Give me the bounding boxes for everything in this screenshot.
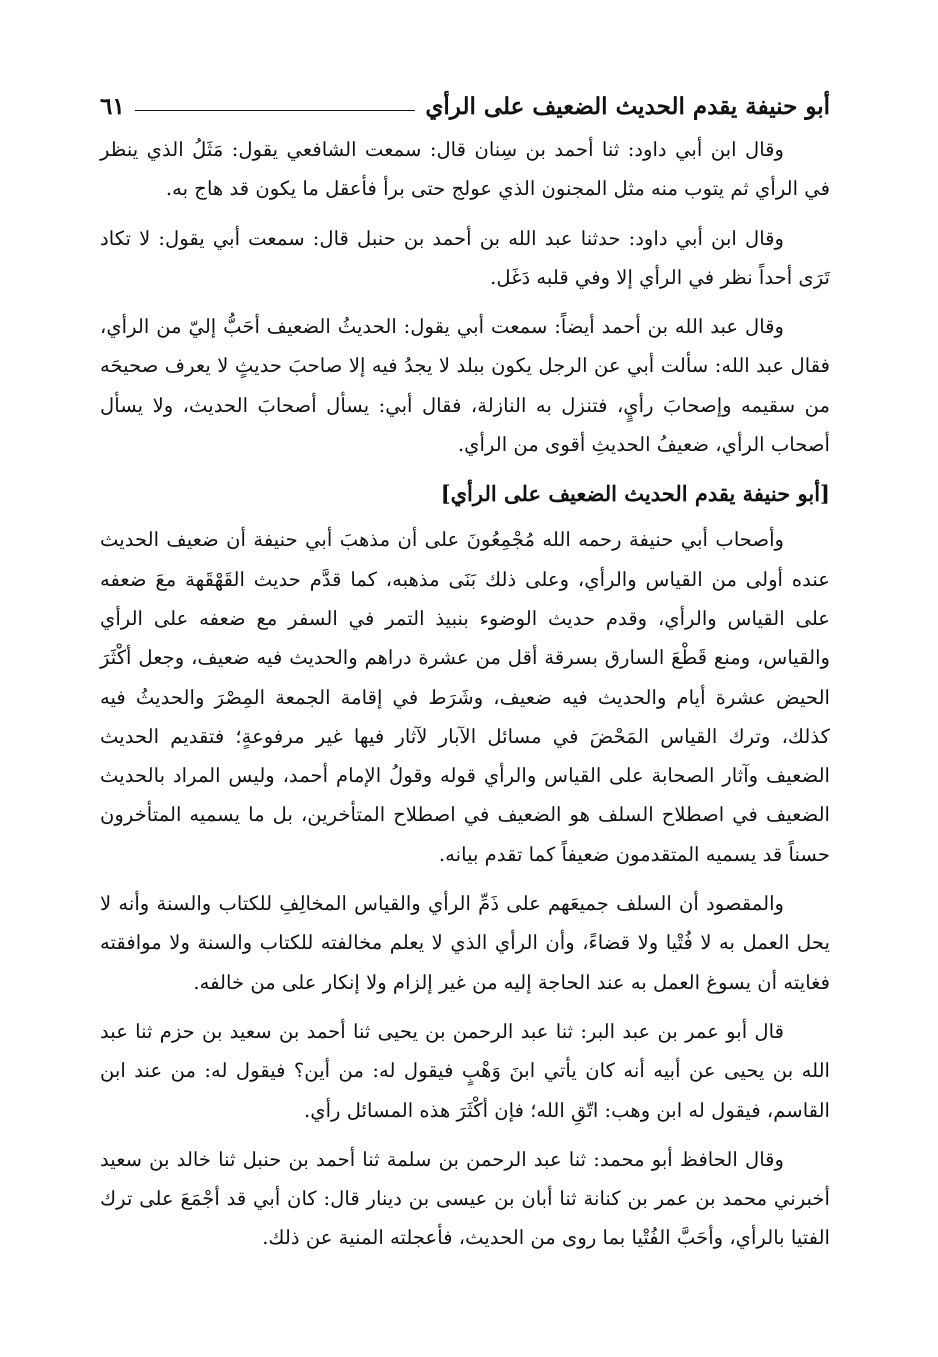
paragraph: قال أبو عمر بن عبد البر: ثنا عبد الرحمن بن يحيى ثنا أحمد بن سعيد بن حزم ثنا عبد الله بن يحيى عن أبيه أنه كان يأتي ابنَ وَهْبٍ فيقول له: من أين؟ فيقول له: من عند ابن القاسم، فيقول له ابن وهب: اتّقِ الله؛ فإن أكْثَرَ هذه المسائل رأي. bbox=[100, 1019, 830, 1122]
page-number: ٦١ bbox=[100, 92, 125, 120]
section-heading: [أبو حنيفة يقدم الحديث الضعيف على الرأي] bbox=[440, 481, 830, 507]
paragraph: وقال عبد الله بن أحمد أيضاً: سمعت أبي يقول: الحديثُ الضعيف أحَبُّ إليّ من الرأي، فقال عبد الله: سألت أبي عن الرجل يكون ببلد لا يجدُ فيه إلا صاحبَ حديثٍ لا يعرف صحيحَه من سقيمه وإصحابَ رأيٍ، فتنزل به النازلة، فقال أبي: يسأل أصحابَ الحديث، ولا يسأل أصحاب الرأي، ضعيفُ الحديثِ أقوى من الرأي. bbox=[100, 315, 830, 457]
paragraph: وأصحاب أبي حنيفة رحمه الله مُجْمِعُونَ على أن مذهبَ أبي حنيفة أن ضعيف الحديث عنده أولى من القياس والرأي، وعلى ذلك بَنَى مذهبه، كما قدَّم حديث القَهْقَهة معَ ضعفه على القياس والرأي، وقدم حديث الوضوء بنبيذ التمر في السفر مع ضعفه على الرأي والقياس، ومنع قَطْعَ السارق بسرقة أقل من عشرة دراهم والحديث فيه ضعيف، وجعل أكْثَرَ الحيض عشرة أيام والحديث فيه ضعيف، وشَرَط في إقامة الجمعة المِصْرَ والحديثُ فيه كذلك، وترك القياس المَحْضَ في مسائل الآبار لآثار فيها غير مرفوعةٍ؛ فتقديم الحديث الضعيف وآثار الصحابة على القياس والرأي قوله وقولُ الإمام أحمد، وليس المراد بالحديث الضعيف في اصطلاح السلف هو الضعيف في اصطلاح المتأخرين، بل ما يسميه المتأخرون حسناً قد يسميه المتقدمون ضعيفاً كما تقدم بيانه. bbox=[100, 528, 830, 866]
paragraph: والمقصود أن السلف جميعَهم على ذَمِّ الرأي والقياس المخالِفِ للكتاب والسنة وأنه لا يحل العمل به لا فُتْيا ولا قضاءً، وأن الرأي الذي لا يعلم مخالفته للكتاب والسنة ولا موافقته فغايته أن يسوغ العمل به عند الحاجة إليه من غير إلزام ولا إنكار على من خالفه. bbox=[100, 892, 830, 994]
paragraph: وقال الحافظ أبو محمد: ثنا عبد الرحمن بن سلمة ثنا أحمد بن حنبل ثنا خالد بن سعيد أخبرني محمد بن عمر بن كنانة ثنا أبان بن عيسى بن دينار قال: كان أبي قد أجْمَعَ على ترك الفتيا بالرأي، وأحَبَّ الفُتْيا بما روى من الحديث، فأعجلته المنية عن ذلك. bbox=[100, 1147, 830, 1250]
paragraph: وقال ابن أبي داود: ثنا أحمد بن سِنان قال: سمعت الشافعي يقول: مَثَلُ الذي ينظر في الرأي ثم يتوب منه مثل المجنون الذي عولج حتى برأ فأعقل ما يكون قد هاج به. bbox=[100, 138, 830, 201]
running-header bbox=[100, 88, 830, 124]
header-rule bbox=[135, 110, 416, 111]
page-body bbox=[100, 130, 830, 1258]
paragraph: وقال ابن أبي داود: حدثنا عبد الله بن أحمد بن حنبل قال: سمعت أبي يقول: لا تكاد تَرَى أحداً نظر في الرأي إلا وفي قلبه دَغَل. bbox=[100, 226, 830, 289]
running-header-title: أبو حنيفة يقدم الحديث الضعيف على الرأي bbox=[425, 92, 830, 120]
